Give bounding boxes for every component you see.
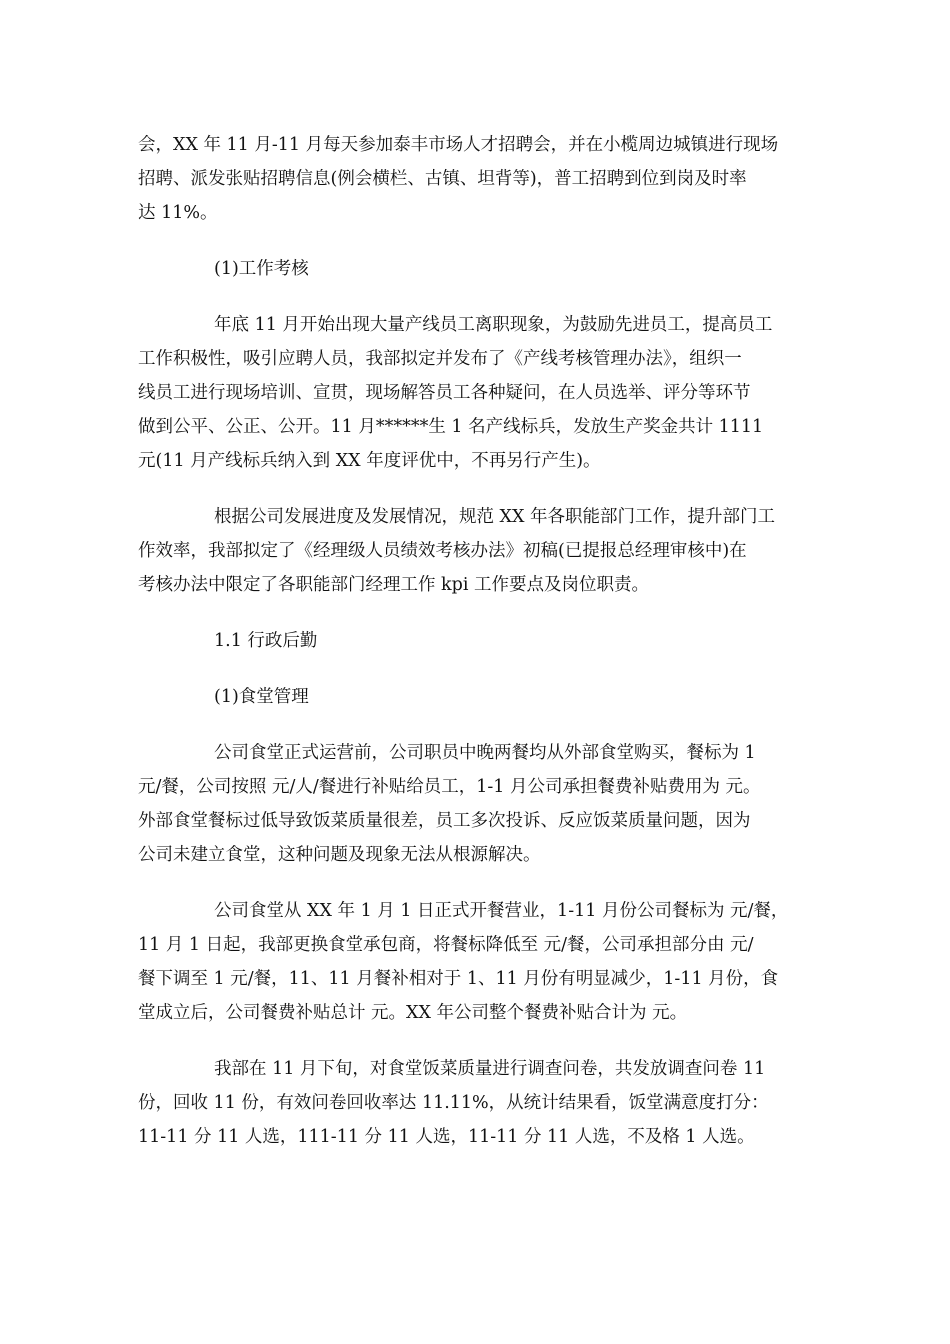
text-line: 堂成立后，公司餐费补贴总计 元。XX 年公司整个餐费补贴合计为 元。 [138,1003,688,1023]
text-line: 根据公司发展进度及发展情况，规范 XX 年各职能部门工作，提升部门工 [214,507,776,527]
text-line: 做到公平、公正、公开。11 月******生 1 名产线标兵，发放生产奖金共计 1111 [138,417,764,437]
section-heading: 1.1 行政后勤 [214,631,318,651]
text-line: 年底 11 月开始出现大量产线员工离职现象，为鼓励先进员工，提高员工 [214,315,773,335]
heading-admin-logistics [138,624,818,658]
heading-work-assessment [138,252,818,286]
paragraph-canteen-opening [138,894,818,1030]
text-line: 外部食堂餐标过低导致饭菜质量很差，员工多次投诉、反应饭菜质量问题，因为 [138,811,751,831]
text-line: 考核办法中限定了各职能部门经理工作 kpi 工作要点及岗位职责。 [138,575,650,595]
text-line: 元(11 月产线标兵纳入到 XX 年度评优中，不再另行产生)。 [138,451,601,471]
paragraph-manager-performance [138,500,818,602]
text-line: 元/餐，公司按照 元/人/餐进行补贴给员工，1-1 月公司承担餐费补贴费用为 元。 [138,777,761,797]
text-line: 公司食堂从 XX 年 1 月 1 日正式开餐营业，1-11 月份公司餐标为 元/餐， [214,901,789,921]
text-line: 工作积极性，吸引应聘人员，我部拟定并发布了《产线考核管理办法》，组织一 [138,349,742,369]
paragraph-production-assessment [138,308,818,478]
text-line: 线员工进行现场培训、宣贯，现场解答员工各种疑问，在人员选举、评分等环节 [138,383,751,403]
heading-canteen-management [138,680,818,714]
section-heading: (1)工作考核 [214,259,309,279]
text-line: 公司食堂正式运营前，公司职员中晚两餐均从外部食堂购买，餐标为 1 [214,743,756,763]
text-line: 11-11 分 11 人选，111-11 分 11 人选，11-11 分 11 人选，不及格 1 人选。 [138,1127,755,1147]
text-line: 份，回收 11 份，有效问卷回收率达 11.11%，从统计结果看，饭堂满意度打分： [138,1093,769,1113]
text-line: 作效率，我部拟定了《经理级人员绩效考核办法》初稿(已提报总经理审核中)在 [138,541,747,561]
paragraph-recruitment-continued [138,128,818,230]
paragraph-canteen-before [138,736,818,872]
document-body [138,128,818,1176]
text-line: 招聘、派发张贴招聘信息(例会横栏、古镇、坦背等)，普工招聘到位到岗及时率 [138,169,747,189]
text-line: 11 月 1 日起，我部更换食堂承包商，将餐标降低至 元/餐，公司承担部分由 元/ [138,935,754,955]
text-line: 会，XX 年 11 月-11 月每天参加泰丰市场人才招聘会，并在小榄周边城镇进行现场 [138,135,779,155]
paragraph-canteen-survey [138,1052,818,1154]
text-line: 公司未建立食堂，这种问题及现象无法从根源解决。 [138,845,541,865]
text-line: 达 11%。 [138,203,218,223]
text-line: 我部在 11 月下旬，对食堂饭菜质量进行调查问卷，共发放调查问卷 11 [214,1059,766,1079]
section-heading: (1)食堂管理 [214,687,309,707]
text-line: 餐下调至 1 元/餐，11、11 月餐补相对于 1、11 月份有明显减少，1-11 月份，食 [138,969,779,989]
